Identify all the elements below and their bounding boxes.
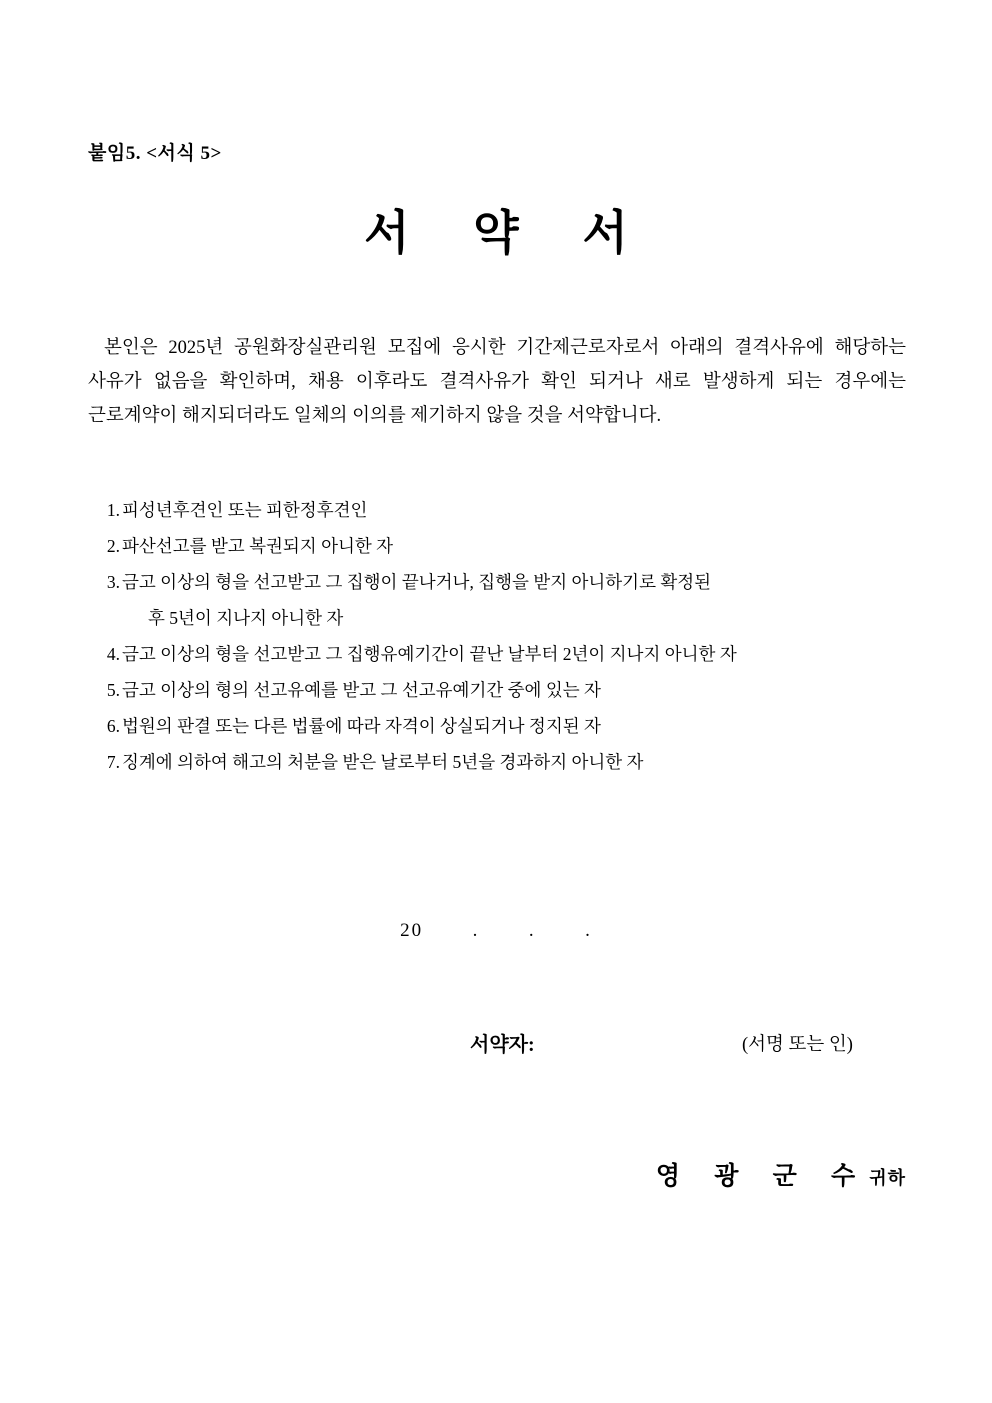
list-item — [88, 564, 918, 636]
list-item — [88, 636, 918, 672]
signature-note: (서명 또는 인) — [742, 1035, 853, 1055]
intro-paragraph: 본인은 2025년 공원화장실관리원 모집에 응시한 기간제근로자로서 아래의 결격사유에 해당하는 사유가 없음을 확인하며, 채용 이후라도 결격사유가 확인 되거나 새로 발생하게 되는 경우에는 근로계약이 해지되더라도 일체의 이의를 제기하지 않을 것을 서약합니다. — [88, 337, 906, 426]
addressee-line — [0, 1156, 992, 1192]
clause-number: 2. — [106, 536, 120, 556]
clause-text: 금고 이상의 형을 선고받고 그 집행유예기간이 끝난 날부터 2년이 지나지 아니한 자 — [122, 644, 737, 664]
clause-number: 7. — [106, 752, 120, 772]
clause-number: 1. — [106, 500, 120, 520]
clause-text: 파산선고를 받고 복권되지 아니한 자 — [122, 536, 394, 556]
addressee-name: 영 광 군 수 — [655, 1163, 870, 1190]
list-item — [88, 708, 918, 744]
signer-label: 서약자: — [470, 1034, 535, 1056]
clause-text: 징계에 의하여 해고의 처분을 받은 날로부터 5년을 경과하지 아니한 자 — [122, 752, 644, 772]
attachment-label: 붙임5. <서식 5> — [88, 143, 222, 164]
date-year-prefix: 20 — [400, 920, 424, 941]
clause-number: 5. — [106, 680, 120, 700]
date-separator-2: . — [528, 920, 536, 941]
clause-text: 금고 이상의 형을 선고받고 그 집행이 끝나거나, 집행을 받지 아니하기로 확정된 — [122, 572, 712, 592]
clause-text: 피성년후견인 또는 피한정후견인 — [122, 500, 368, 520]
list-item — [88, 492, 918, 528]
clause-text: 법원의 판결 또는 다른 법률에 따라 자격이 상실되거나 정지된 자 — [122, 716, 601, 736]
date-line — [0, 920, 992, 942]
clause-number: 3. — [106, 572, 120, 592]
list-item — [88, 744, 918, 780]
date-separator-1: . — [472, 920, 480, 941]
list-item — [88, 528, 918, 564]
clause-text: 금고 이상의 형의 선고유예를 받고 그 선고유예기간 중에 있는 자 — [122, 680, 601, 700]
page-title: 서 약 서 — [364, 208, 654, 260]
clause-list — [88, 492, 918, 780]
addressee-honorific: 귀하 — [869, 1168, 906, 1188]
date-separator-3: . — [585, 920, 592, 941]
clause-number: 6. — [106, 716, 120, 736]
clause-number: 4. — [106, 644, 120, 664]
clause-text-continued: 후 5년이 지나지 아니한 자 — [148, 608, 344, 628]
list-item — [88, 672, 918, 708]
